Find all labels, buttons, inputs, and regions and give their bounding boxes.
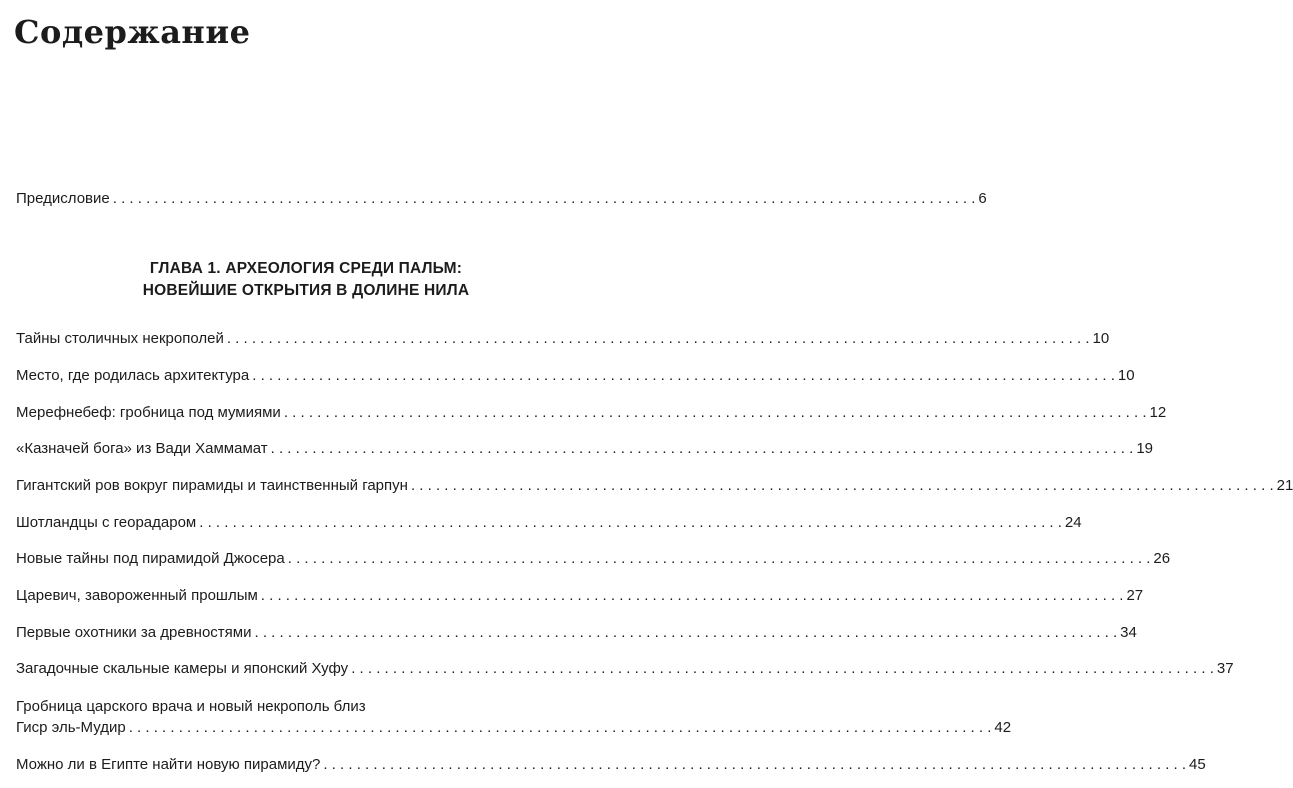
- toc-entry-title: Место, где родилась архитектура: [16, 367, 250, 384]
- dot-leader: [227, 329, 1090, 349]
- chapter-heading-line2: НОВЕЙШИЕ ОТКРЫТИЯ В ДОЛИНЕ НИЛА: [142, 282, 470, 299]
- toc-entry-title-line1: Гробница царского врача и новый некрополь близ: [16, 698, 366, 715]
- toc-entry-page: 27: [1126, 587, 1144, 604]
- chapter-heading-line1: ГЛАВА 1. АРХЕОЛОГИЯ СРЕДИ ПАЛЬМ:: [149, 260, 463, 277]
- dot-leader: [252, 366, 1115, 386]
- toc-entry-title-line2: Гиср эль-Мудир: [16, 719, 126, 736]
- toc-entry-page: 42: [994, 719, 1012, 736]
- dot-leader: [113, 189, 976, 209]
- toc-entry-title: Тайны столичных некрополей: [16, 330, 224, 347]
- toc-entry[interactable]: [16, 549, 1171, 569]
- toc-entry-page: 19: [1136, 440, 1153, 457]
- toc-entry[interactable]: [16, 403, 1167, 423]
- dot-leader: [261, 586, 1124, 606]
- toc-entry-title: Шотландцы с георадаром: [16, 514, 197, 531]
- toc-entry-page: 37: [1216, 660, 1234, 677]
- toc-entry-page: 26: [1153, 550, 1171, 567]
- dot-leader: [351, 659, 1214, 679]
- toc-entry-page: 6: [978, 190, 987, 207]
- toc-entry[interactable]: [16, 476, 1293, 496]
- toc-entry[interactable]: [16, 659, 1234, 679]
- toc-entry-title: Царевич, завороженный прошлым: [16, 587, 258, 604]
- toc-entry-title: Первые охотники за древностями: [16, 624, 252, 641]
- toc-entry[interactable]: [16, 513, 1082, 533]
- toc-entry-page: 24: [1064, 514, 1082, 531]
- toc-entry-title: Новые тайны под пирамидой Джосера: [16, 550, 285, 567]
- toc-entry-page: 21: [1276, 477, 1293, 494]
- toc-entry-preface[interactable]: [16, 189, 987, 209]
- toc-entry-page: 12: [1149, 404, 1167, 421]
- dot-leader: [288, 549, 1151, 569]
- toc-entry[interactable]: [16, 439, 1153, 459]
- toc-entry-title: Предисловие: [16, 190, 110, 207]
- toc-entry[interactable]: [16, 755, 1206, 775]
- toc-entry-page: 45: [1189, 756, 1206, 773]
- toc-entry-page: 10: [1117, 367, 1135, 384]
- toc-entry-title: Гигантский ров вокруг пирамиды и таинственный гарпун: [16, 477, 408, 494]
- toc-entry[interactable]: [16, 329, 1110, 349]
- toc-entry-page: 10: [1092, 330, 1110, 347]
- toc-entry-title: Загадочные скальные камеры и японский Хуфу: [16, 660, 349, 677]
- dot-leader: [284, 403, 1147, 423]
- dot-leader: [271, 439, 1134, 459]
- toc-entry-two-line[interactable]: [16, 697, 1012, 738]
- page-title: Содержание: [14, 13, 251, 51]
- dot-leader: [129, 718, 992, 738]
- toc-entry[interactable]: [16, 366, 1135, 386]
- toc-entry-title: Мерефнебеф: гробница под мумиями: [16, 404, 281, 421]
- chapter-heading: [16, 258, 596, 302]
- toc-entry[interactable]: [16, 586, 1144, 606]
- toc-entry[interactable]: [16, 623, 1137, 643]
- dot-leader: [199, 513, 1062, 533]
- dot-leader: [323, 755, 1186, 775]
- toc-entry-title: Можно ли в Египте найти новую пирамиду?: [16, 756, 321, 773]
- toc-entry-title: «Казначей бога» из Вади Хаммамат: [16, 440, 268, 457]
- dot-leader: [411, 476, 1274, 496]
- dot-leader: [255, 623, 1118, 643]
- toc-entry-page: 34: [1120, 624, 1137, 641]
